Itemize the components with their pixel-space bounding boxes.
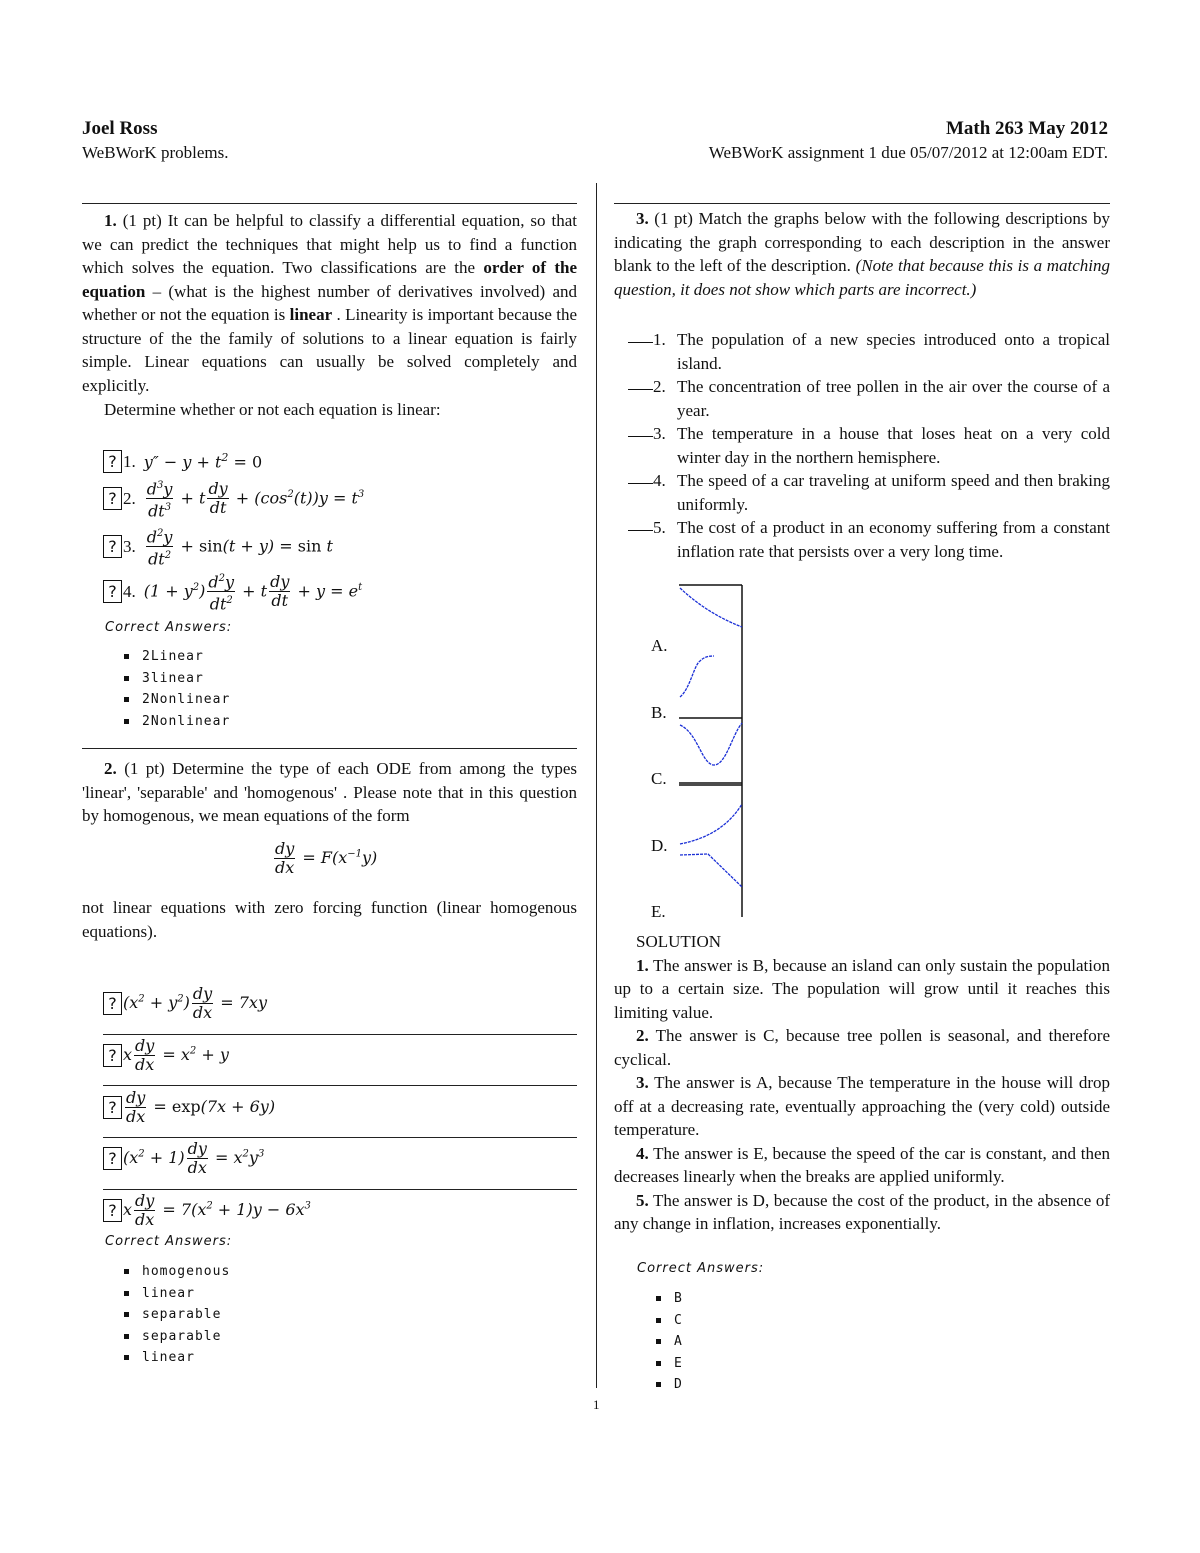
q2-equation-1: ? $(x^2 + y^2)$ $\frac{dy}{dx}$ = 7xy	[103, 985, 577, 1022]
list-item: A	[632, 1331, 683, 1353]
q3-item-1: 1. The population of a new species introduced onto a tropical island.	[628, 328, 1110, 375]
question-2	[82, 757, 577, 828]
q2-note: not linear equations with zero forcing function (linear homogenous equations).	[82, 898, 577, 941]
q1-number: 1.	[104, 211, 117, 230]
q1-answer-box-3[interactable]: ?	[103, 535, 122, 558]
solution-1: 1. The answer is B, because an island can only sustain the population up to a certain size. The population will grow until it reaches this limiting value.	[614, 955, 1110, 1022]
q2-rule-1	[103, 1034, 577, 1035]
question-1	[82, 209, 577, 422]
solution-5: 5. The answer is D, because the cost of the product, in the absence of any change in inflation, increases exponentially.	[614, 1190, 1110, 1233]
graph-d-curve	[680, 804, 742, 844]
solution-4: 4. The answer is E, because the speed of the car is constant, and then decreases linearly when the breaks are applied uniformly.	[614, 1143, 1110, 1186]
q1-equation-1: ? 1. $y'' - y + t^2 = 0$	[103, 450, 262, 473]
q2-form-equation: $\frac{dy}{dx}$ = $F(x^{-1}y)$	[275, 839, 378, 877]
list-item: 2Linear	[100, 646, 230, 668]
q3-text: Match the graphs below with the following descriptions by indicating the graph corresponding to each description in the answer blank to the left of the description.	[614, 209, 1111, 275]
q3-graphs	[676, 585, 746, 920]
graph-label-b: B.	[651, 703, 667, 722]
header-subtitle: WeBWorK problems.	[82, 143, 229, 162]
q2-points: (1 pt)	[124, 759, 165, 778]
list-item: C	[632, 1310, 683, 1332]
graph-b-curve	[680, 656, 714, 697]
q2-equation-3: ? $\frac{dy}{dx}$ = exp(7x + 6y)	[103, 1089, 577, 1126]
q1-linear-term: linear	[289, 305, 333, 324]
q1-intro-b: – (what is the highest number of derivatives involved) and whether or not the equation is	[82, 281, 578, 324]
graph-c-curve	[680, 723, 742, 765]
list-item: linear	[100, 1283, 230, 1305]
q3-number: 3.	[636, 209, 649, 228]
list-item: 2Nonlinear	[100, 711, 230, 733]
graph-label-a: A.	[651, 636, 668, 655]
q2-correct-label: Correct Answers:	[105, 1234, 233, 1249]
q3-item-4: 4. The speed of a car traveling at uniform speed and then braking uniformly.	[628, 469, 1110, 516]
q1-equation-3: ? 3. $\frac{d^2y}{dt^2}$ + sin(t + y) = sin t	[103, 525, 333, 569]
list-item: 3linear	[100, 668, 230, 690]
q1-equation-4: ? 4. $(1 + y^2)$ $\frac{d^2y}{dt^2}$ + t $\frac{dy}{dt}$ + $y = e^t$	[103, 570, 362, 614]
page-number: 1	[593, 1397, 600, 1412]
q1-answer-list	[100, 646, 230, 732]
q1-bottom-rule	[82, 748, 577, 749]
assignment-info: WeBWorK assignment 1 due 05/07/2012 at 12:00am EDT.	[708, 143, 1108, 162]
graph-label-c: C.	[651, 769, 667, 788]
q2-equation-4: ? $(x^2 + 1)$ $\frac{dy}{dx}$ = $x^2y^3$	[103, 1140, 577, 1177]
q2-answer-list	[100, 1261, 230, 1369]
q3-answer-blank-4[interactable]	[628, 469, 653, 484]
list-item: E	[632, 1353, 683, 1375]
column-divider	[596, 183, 597, 1388]
q3-answer-blank-2[interactable]	[628, 375, 653, 390]
list-item: B	[632, 1288, 683, 1310]
graph-label-d: D.	[651, 836, 668, 855]
q2-answer-box-3[interactable]: ?	[103, 1096, 122, 1119]
q2-rule-2	[103, 1085, 577, 1086]
q1-intro-a: It can be helpful to classify a differential equation, so that we can predict the techniques that might help us to find a function which solves the equation. Two classifications are the	[82, 211, 578, 277]
q1-answer-box-1[interactable]: ?	[103, 450, 122, 473]
q3-item-2: 2. The concentration of tree pollen in the air over the course of a year.	[628, 375, 1110, 422]
q3-solution	[614, 930, 1110, 1236]
q1-equation-2: ? 2. $\frac{d^3y}{dt^3}$ + t $\frac{dy}{dt}$ + $(\cos^2(t))y = t^3$	[103, 477, 364, 521]
q3-item-3: 3. The temperature in a house that loses heat on a very cold winter day in the northern hemisphere.	[628, 422, 1110, 469]
solution-2: 2. The answer is C, because tree pollen is seasonal, and therefore cyclical.	[614, 1026, 1110, 1069]
right-top-rule	[614, 203, 1110, 204]
left-top-rule	[82, 203, 577, 204]
q1-prompt: Determine whether or not each equation is linear:	[104, 400, 441, 419]
list-item: 2Nonlinear	[100, 689, 230, 711]
q2-rule-4	[103, 1189, 577, 1190]
q1-answer-box-4[interactable]: ?	[103, 580, 122, 603]
q2-equation-5: ? x $\frac{dy}{dx}$ = $7(x^2 + 1)y - 6x^3$	[103, 1192, 577, 1229]
list-item: separable	[100, 1326, 230, 1348]
q1-order-term: order of the equation	[82, 258, 577, 301]
list-item: homogenous	[100, 1261, 230, 1283]
q3-answer-blank-3[interactable]	[628, 422, 653, 437]
q2-rule-3	[103, 1137, 577, 1138]
list-item: separable	[100, 1304, 230, 1326]
q1-intro-c: . Linearity is important because the structure of the the family of solutions to a linear equation is fairly simple. Linear equations can usually be solved completely and explicitly.	[82, 305, 578, 395]
course-title: Math 263 May 2012	[945, 118, 1108, 139]
list-item: linear	[100, 1347, 230, 1369]
q3-item-5: 5. The cost of a product in an economy suffering from a constant inflation rate that persists over a very long time.	[628, 516, 1110, 563]
solution-title: SOLUTION	[636, 932, 721, 951]
q3-answer-blank-5[interactable]	[628, 516, 653, 531]
q1-correct-label: Correct Answers:	[105, 620, 233, 635]
q2-answer-box-2[interactable]: ?	[103, 1044, 122, 1067]
list-item: D	[632, 1374, 683, 1396]
graph-e-curve	[680, 854, 742, 887]
q2-answer-box-1[interactable]: ?	[103, 992, 122, 1015]
q3-answer-blank-1[interactable]	[628, 328, 653, 343]
graph-label-e: E.	[651, 902, 666, 921]
q2-text-a: Determine the type of each ODE from among the types 'linear', 'separable' and 'homogenous' . Please note that in this question by homogenous, we mean equations of the form	[82, 759, 578, 825]
solution-3: 3. The answer is A, because The temperature in the house will drop off at a decreasing rate, eventually approaching the (very cold) outside temperature.	[614, 1073, 1110, 1139]
q2-answer-box-4[interactable]: ?	[103, 1147, 122, 1170]
q3-note: (Note that because this is a matching question, it does not show which parts are incorrect.)	[614, 256, 1111, 299]
author-name: Joel Ross	[82, 118, 158, 139]
q2-answer-box-5[interactable]: ?	[103, 1199, 122, 1222]
q3-points: (1 pt)	[654, 209, 693, 228]
graph-a-curve	[680, 588, 742, 627]
q1-points: (1 pt)	[122, 211, 162, 230]
q3-correct-label: Correct Answers:	[637, 1261, 765, 1276]
q1-answer-box-2[interactable]: ?	[103, 487, 122, 510]
question-3	[614, 207, 1110, 301]
q3-answer-list	[632, 1288, 683, 1396]
q2-number: 2.	[104, 759, 117, 778]
q2-equation-2: ? x $\frac{dy}{dx}$ = $x^2 + y$	[103, 1037, 577, 1074]
